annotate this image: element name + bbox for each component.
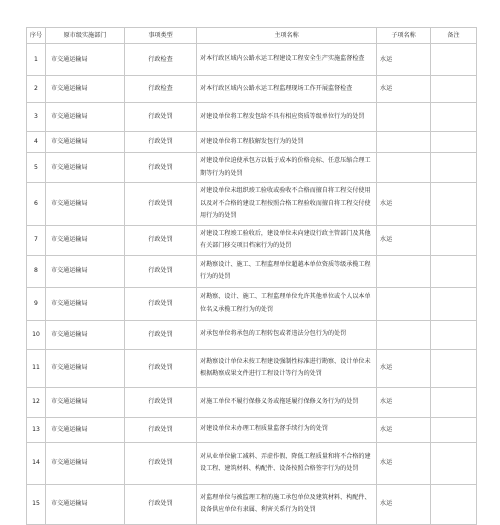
cell-no: 1 bbox=[27, 44, 46, 76]
cell-sub: 水运 bbox=[377, 349, 431, 387]
cell-note bbox=[431, 484, 477, 524]
cell-dept: 市交通运输局 bbox=[46, 287, 125, 320]
cell-no: 14 bbox=[27, 442, 46, 484]
cell-name: 对建设工程竣工验收后，建设单位未向建设行政主管部门及其他有关部门移交项目档案行为的处罚 bbox=[197, 225, 377, 255]
cell-sub: 水运 bbox=[377, 442, 431, 484]
cell-sub bbox=[377, 153, 431, 183]
cell-note bbox=[431, 255, 477, 287]
cell-note bbox=[431, 287, 477, 320]
table-row bbox=[27, 387, 477, 417]
cell-type: 行政检查 bbox=[125, 44, 197, 76]
cell-dept: 市交通运输局 bbox=[46, 387, 125, 417]
cell-name: 对建设单位将工程发包给不具有相应资质等级单位行为的处罚 bbox=[197, 103, 377, 132]
cell-name: 对承包单位将承包的工程转包或者违法分包行为的处罚 bbox=[197, 320, 377, 349]
cell-name: 对本行政区域内公路水运工程监理现场工作开展监督检查 bbox=[197, 76, 377, 103]
cell-note bbox=[431, 442, 477, 484]
cell-no: 8 bbox=[27, 255, 46, 287]
cell-name: 对建设单位未组织竣工验收或验收不合格而擅自将工程交付使用以及对不合格的建设工程按照合格工程验收而擅自将工程交付使用行为的处罚 bbox=[197, 183, 377, 226]
item-table bbox=[26, 27, 477, 525]
cell-sub: 水运 bbox=[377, 44, 431, 76]
cell-name: 对从业单位偷工减料、弄虚作假、降低工程质量和将不合格的建设工程、建筑材料、构配件、设备按照合格签字行为的处罚 bbox=[197, 442, 377, 484]
cell-note bbox=[431, 183, 477, 226]
cell-type: 行政处罚 bbox=[125, 103, 197, 132]
cell-note bbox=[431, 153, 477, 183]
cell-sub bbox=[377, 287, 431, 320]
cell-no: 13 bbox=[27, 417, 46, 442]
cell-name: 对勘察设计、施工、工程监理单位超越本单位资质等级承揽工程行为的处罚 bbox=[197, 255, 377, 287]
cell-dept: 市交通运输局 bbox=[46, 103, 125, 132]
cell-sub: 水运 bbox=[377, 484, 431, 524]
cell-sub bbox=[377, 255, 431, 287]
cell-type: 行政处罚 bbox=[125, 255, 197, 287]
cell-no: 6 bbox=[27, 183, 46, 226]
cell-no: 10 bbox=[27, 320, 46, 349]
cell-no: 7 bbox=[27, 225, 46, 255]
cell-type: 行政处罚 bbox=[125, 183, 197, 226]
header-name: 主项名称 bbox=[197, 28, 377, 44]
cell-note bbox=[431, 417, 477, 442]
cell-sub: 水运 bbox=[377, 76, 431, 103]
header-dept: 原市级实施部门 bbox=[46, 28, 125, 44]
cell-dept: 市交通运输局 bbox=[46, 349, 125, 387]
cell-type: 行政处罚 bbox=[125, 287, 197, 320]
cell-type: 行政处罚 bbox=[125, 320, 197, 349]
cell-note bbox=[431, 132, 477, 153]
cell-dept: 市交通运输局 bbox=[46, 153, 125, 183]
cell-type: 行政处罚 bbox=[125, 387, 197, 417]
cell-dept: 市交通运输局 bbox=[46, 76, 125, 103]
cell-sub bbox=[377, 132, 431, 153]
cell-sub bbox=[377, 320, 431, 349]
cell-note bbox=[431, 103, 477, 132]
cell-no: 12 bbox=[27, 387, 46, 417]
header-sub: 子项名称 bbox=[377, 28, 431, 44]
table-row bbox=[27, 225, 477, 255]
header-no: 序号 bbox=[27, 28, 46, 44]
cell-dept: 市交通运输局 bbox=[46, 442, 125, 484]
table-row bbox=[27, 484, 477, 524]
table-row bbox=[27, 320, 477, 349]
cell-dept: 市交通运输局 bbox=[46, 132, 125, 153]
table-row bbox=[27, 287, 477, 320]
cell-sub: 水运 bbox=[377, 417, 431, 442]
cell-note bbox=[431, 44, 477, 76]
cell-dept: 市交通运输局 bbox=[46, 484, 125, 524]
cell-type: 行政处罚 bbox=[125, 132, 197, 153]
table-row bbox=[27, 76, 477, 103]
cell-type: 行政处罚 bbox=[125, 153, 197, 183]
cell-no: 4 bbox=[27, 132, 46, 153]
cell-name: 对本行政区域内公路水运工程建设工程安全生产实施监督检查 bbox=[197, 44, 377, 76]
cell-sub: 水运 bbox=[377, 225, 431, 255]
table-row bbox=[27, 153, 477, 183]
cell-dept: 市交通运输局 bbox=[46, 44, 125, 76]
cell-dept: 市交通运输局 bbox=[46, 255, 125, 287]
cell-note bbox=[431, 387, 477, 417]
cell-dept: 市交通运输局 bbox=[46, 225, 125, 255]
table-row bbox=[27, 349, 477, 387]
cell-dept: 市交通运输局 bbox=[46, 183, 125, 226]
cell-note bbox=[431, 349, 477, 387]
cell-name: 对勘察、设计、施工、工程监理单位允许其他单位或个人以本单位名义承揽工程行为的处罚 bbox=[197, 287, 377, 320]
cell-no: 2 bbox=[27, 76, 46, 103]
cell-sub: 水运 bbox=[377, 387, 431, 417]
cell-no: 3 bbox=[27, 103, 46, 132]
cell-name: 对建设单位未办理工程质量监督手续行为的处罚 bbox=[197, 417, 377, 442]
header-type: 事项类型 bbox=[125, 28, 197, 44]
cell-type: 行政处罚 bbox=[125, 484, 197, 524]
cell-dept: 市交通运输局 bbox=[46, 320, 125, 349]
table-row bbox=[27, 183, 477, 226]
cell-type: 行政处罚 bbox=[125, 349, 197, 387]
cell-type: 行政检查 bbox=[125, 76, 197, 103]
cell-no: 9 bbox=[27, 287, 46, 320]
cell-name: 对监理单位与被监理工程的施工承包单位及建筑材料、构配件、设备供应单位有隶属、利害关系行为的处罚 bbox=[197, 484, 377, 524]
cell-note bbox=[431, 76, 477, 103]
cell-type: 行政处罚 bbox=[125, 442, 197, 484]
table-row bbox=[27, 103, 477, 132]
cell-name: 对建设单位将工程肢解发包行为的处罚 bbox=[197, 132, 377, 153]
cell-sub: 水运 bbox=[377, 183, 431, 226]
table-row bbox=[27, 417, 477, 442]
cell-type: 行政处罚 bbox=[125, 225, 197, 255]
header-note: 备注 bbox=[431, 28, 477, 44]
cell-no: 11 bbox=[27, 349, 46, 387]
document-page bbox=[26, 27, 476, 513]
cell-name: 对建设单位迫使承包方以低于成本的价格竞标、任意压缩合理工期等行为的处罚 bbox=[197, 153, 377, 183]
table-row bbox=[27, 255, 477, 287]
table-row bbox=[27, 132, 477, 153]
cell-name: 对勘察设计单位未按工程建设强制性标准进行勘察、设计单位未根据勘察成果文件进行工程设计等行为的处罚 bbox=[197, 349, 377, 387]
cell-no: 15 bbox=[27, 484, 46, 524]
table-row bbox=[27, 44, 477, 76]
cell-note bbox=[431, 320, 477, 349]
cell-note bbox=[431, 225, 477, 255]
cell-dept: 市交通运输局 bbox=[46, 417, 125, 442]
cell-type: 行政处罚 bbox=[125, 417, 197, 442]
table-header-row bbox=[27, 28, 477, 44]
table-row bbox=[27, 442, 477, 484]
cell-name: 对施工单位不履行保修义务或拖延履行保修义务行为的处罚 bbox=[197, 387, 377, 417]
cell-sub bbox=[377, 103, 431, 132]
cell-no: 5 bbox=[27, 153, 46, 183]
